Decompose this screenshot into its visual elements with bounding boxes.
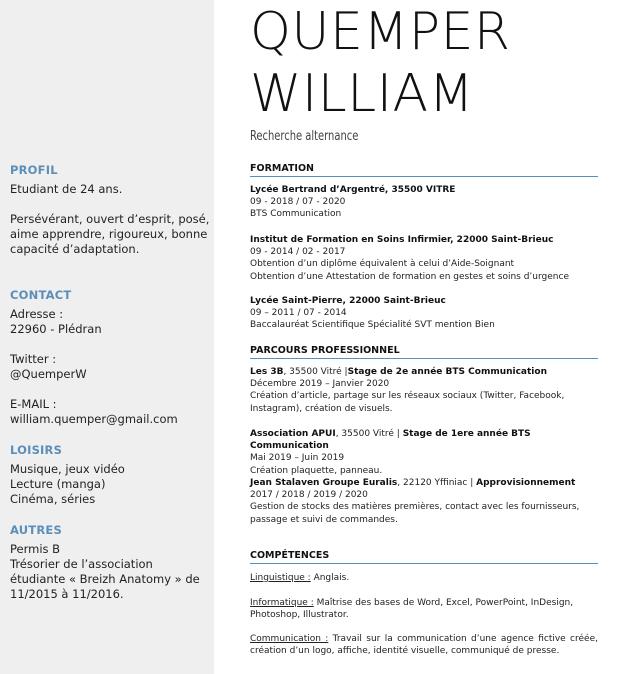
- formation-dates: 09 – 2011 / 07 - 2014: [250, 308, 347, 319]
- job-dates: Décembre 2019 – Janvier 2020: [250, 379, 390, 390]
- competence-text: Anglais.: [310, 573, 350, 583]
- formation-dates: 09 - 2018 / 07 - 2020: [250, 197, 346, 208]
- formation-entry: [250, 184, 598, 221]
- first-name: WILLIAM: [250, 64, 474, 124]
- profil-age: Etudiant de 24 ans.: [10, 182, 123, 196]
- address-value: 22960 - Plédran: [10, 322, 102, 336]
- parcours-entry: [250, 428, 598, 477]
- formation-line: Obtention d’une Attestation de formation en gestes et soins d’urgence: [250, 271, 569, 282]
- competence-text: Travail sur la communication d’une agence fictive créée, création d’un logo, affiche, identité visuelle, communiqué de presse.: [250, 634, 598, 657]
- formation-school: Lycée Bertrand d’Argentré, 35500 VITRE: [250, 185, 456, 195]
- formation-heading: FORMATION: [250, 163, 598, 177]
- email-label: E-MAIL :: [10, 397, 57, 411]
- job-org: Association APUI: [250, 429, 336, 439]
- job-place: , 35500 Vitré |: [335, 429, 403, 439]
- formation-line: BTS Communication: [250, 209, 342, 220]
- address-label: Adresse :: [10, 307, 64, 321]
- job-place: , 35500 Vitré |: [283, 367, 348, 377]
- autres-section: [10, 523, 200, 602]
- parcours-entry: [250, 366, 598, 415]
- formation-dates: 09 - 2014 / 02 - 2017: [250, 247, 346, 258]
- formation-entry: [250, 234, 598, 283]
- profil-heading: PROFIL: [10, 163, 58, 177]
- contact-heading: CONTACT: [10, 288, 72, 302]
- competence-item: [250, 633, 598, 657]
- competence-text: Maîtrise des bases de Word, Excel, PowerPoint, InDesign, Photoshop, Illustrator.: [250, 598, 574, 621]
- twitter-value: @QuemperW: [10, 367, 87, 381]
- parcours-entry: [250, 477, 598, 526]
- parcours-heading: PARCOURS PROFESSIONNEL: [250, 345, 598, 359]
- autres-item: Permis B: [10, 542, 61, 556]
- loisir-item: Cinéma, séries: [10, 492, 96, 506]
- competences-heading: COMPÉTENCES: [250, 550, 598, 564]
- competence-item: [250, 572, 598, 584]
- formation-entry: [250, 295, 598, 332]
- loisir-item: Lecture (manga): [10, 477, 106, 491]
- profil-traits: Persévérant, ouvert d’esprit, posé, aime apprendre, rigoureux, bonne capacité d’adaptation.: [10, 212, 210, 256]
- job-org: Les 3B: [250, 367, 284, 377]
- job-role: Stage de 1ere année BTS Communication: [250, 429, 531, 452]
- job-desc: Création d’article, partage sur les réseaux sociaux (Twitter, Facebook, Instagram), création de visuels.: [250, 391, 565, 414]
- email-value: william.quemper@gmail.com: [10, 412, 178, 426]
- autres-heading: AUTRES: [10, 523, 62, 537]
- loisirs-section: [10, 443, 210, 507]
- autres-item: Trésorier de l’association étudiante « Breizh Anatomy » de 11/2015 à 11/2016.: [10, 557, 200, 601]
- twitter-label: Twitter :: [10, 352, 57, 366]
- formation-school: Lycée Saint-Pierre, 22000 Saint-Brieuc: [250, 296, 446, 306]
- formation-line: Baccalauréat Scientifique Spécialité SVT mention Bien: [250, 320, 495, 331]
- job-role: Approvisionnement: [476, 478, 576, 488]
- profil-section: [10, 163, 210, 257]
- competence-label: Informatique :: [250, 598, 314, 608]
- job-desc: Création plaquette, panneau.: [250, 465, 383, 476]
- job-org: Jean Stalaven Groupe Euralis: [250, 478, 398, 488]
- last-name: QUEMPER: [250, 2, 511, 62]
- loisir-item: Musique, jeux vidéo: [10, 462, 125, 476]
- competence-item: [250, 597, 598, 621]
- formation-line: Obtention d’un diplôme équivalent à celui d’Aide-Soignant: [250, 259, 515, 270]
- job-place: , 22120 Yffiniac |: [397, 478, 477, 488]
- job-dates: 2017 / 2018 / 2019 / 2020: [250, 490, 368, 501]
- subtitle: Recherche alternance: [250, 129, 359, 144]
- job-dates: Mai 2019 – Juin 2019: [250, 453, 345, 464]
- competence-label: Linguistique :: [250, 573, 311, 583]
- competence-label: Communication :: [250, 634, 329, 644]
- job-role: Stage de 2e année BTS Communication: [347, 367, 547, 377]
- contact-section: [10, 288, 210, 427]
- formation-school: Institut de Formation en Soins Infirmier, 22000 Saint-Brieuc: [250, 235, 554, 245]
- loisirs-heading: LOISIRS: [10, 443, 63, 457]
- job-desc: Gestion de stocks des matières premières, contact avec les fournisseurs, passage et suivi de commandes.: [250, 502, 580, 525]
